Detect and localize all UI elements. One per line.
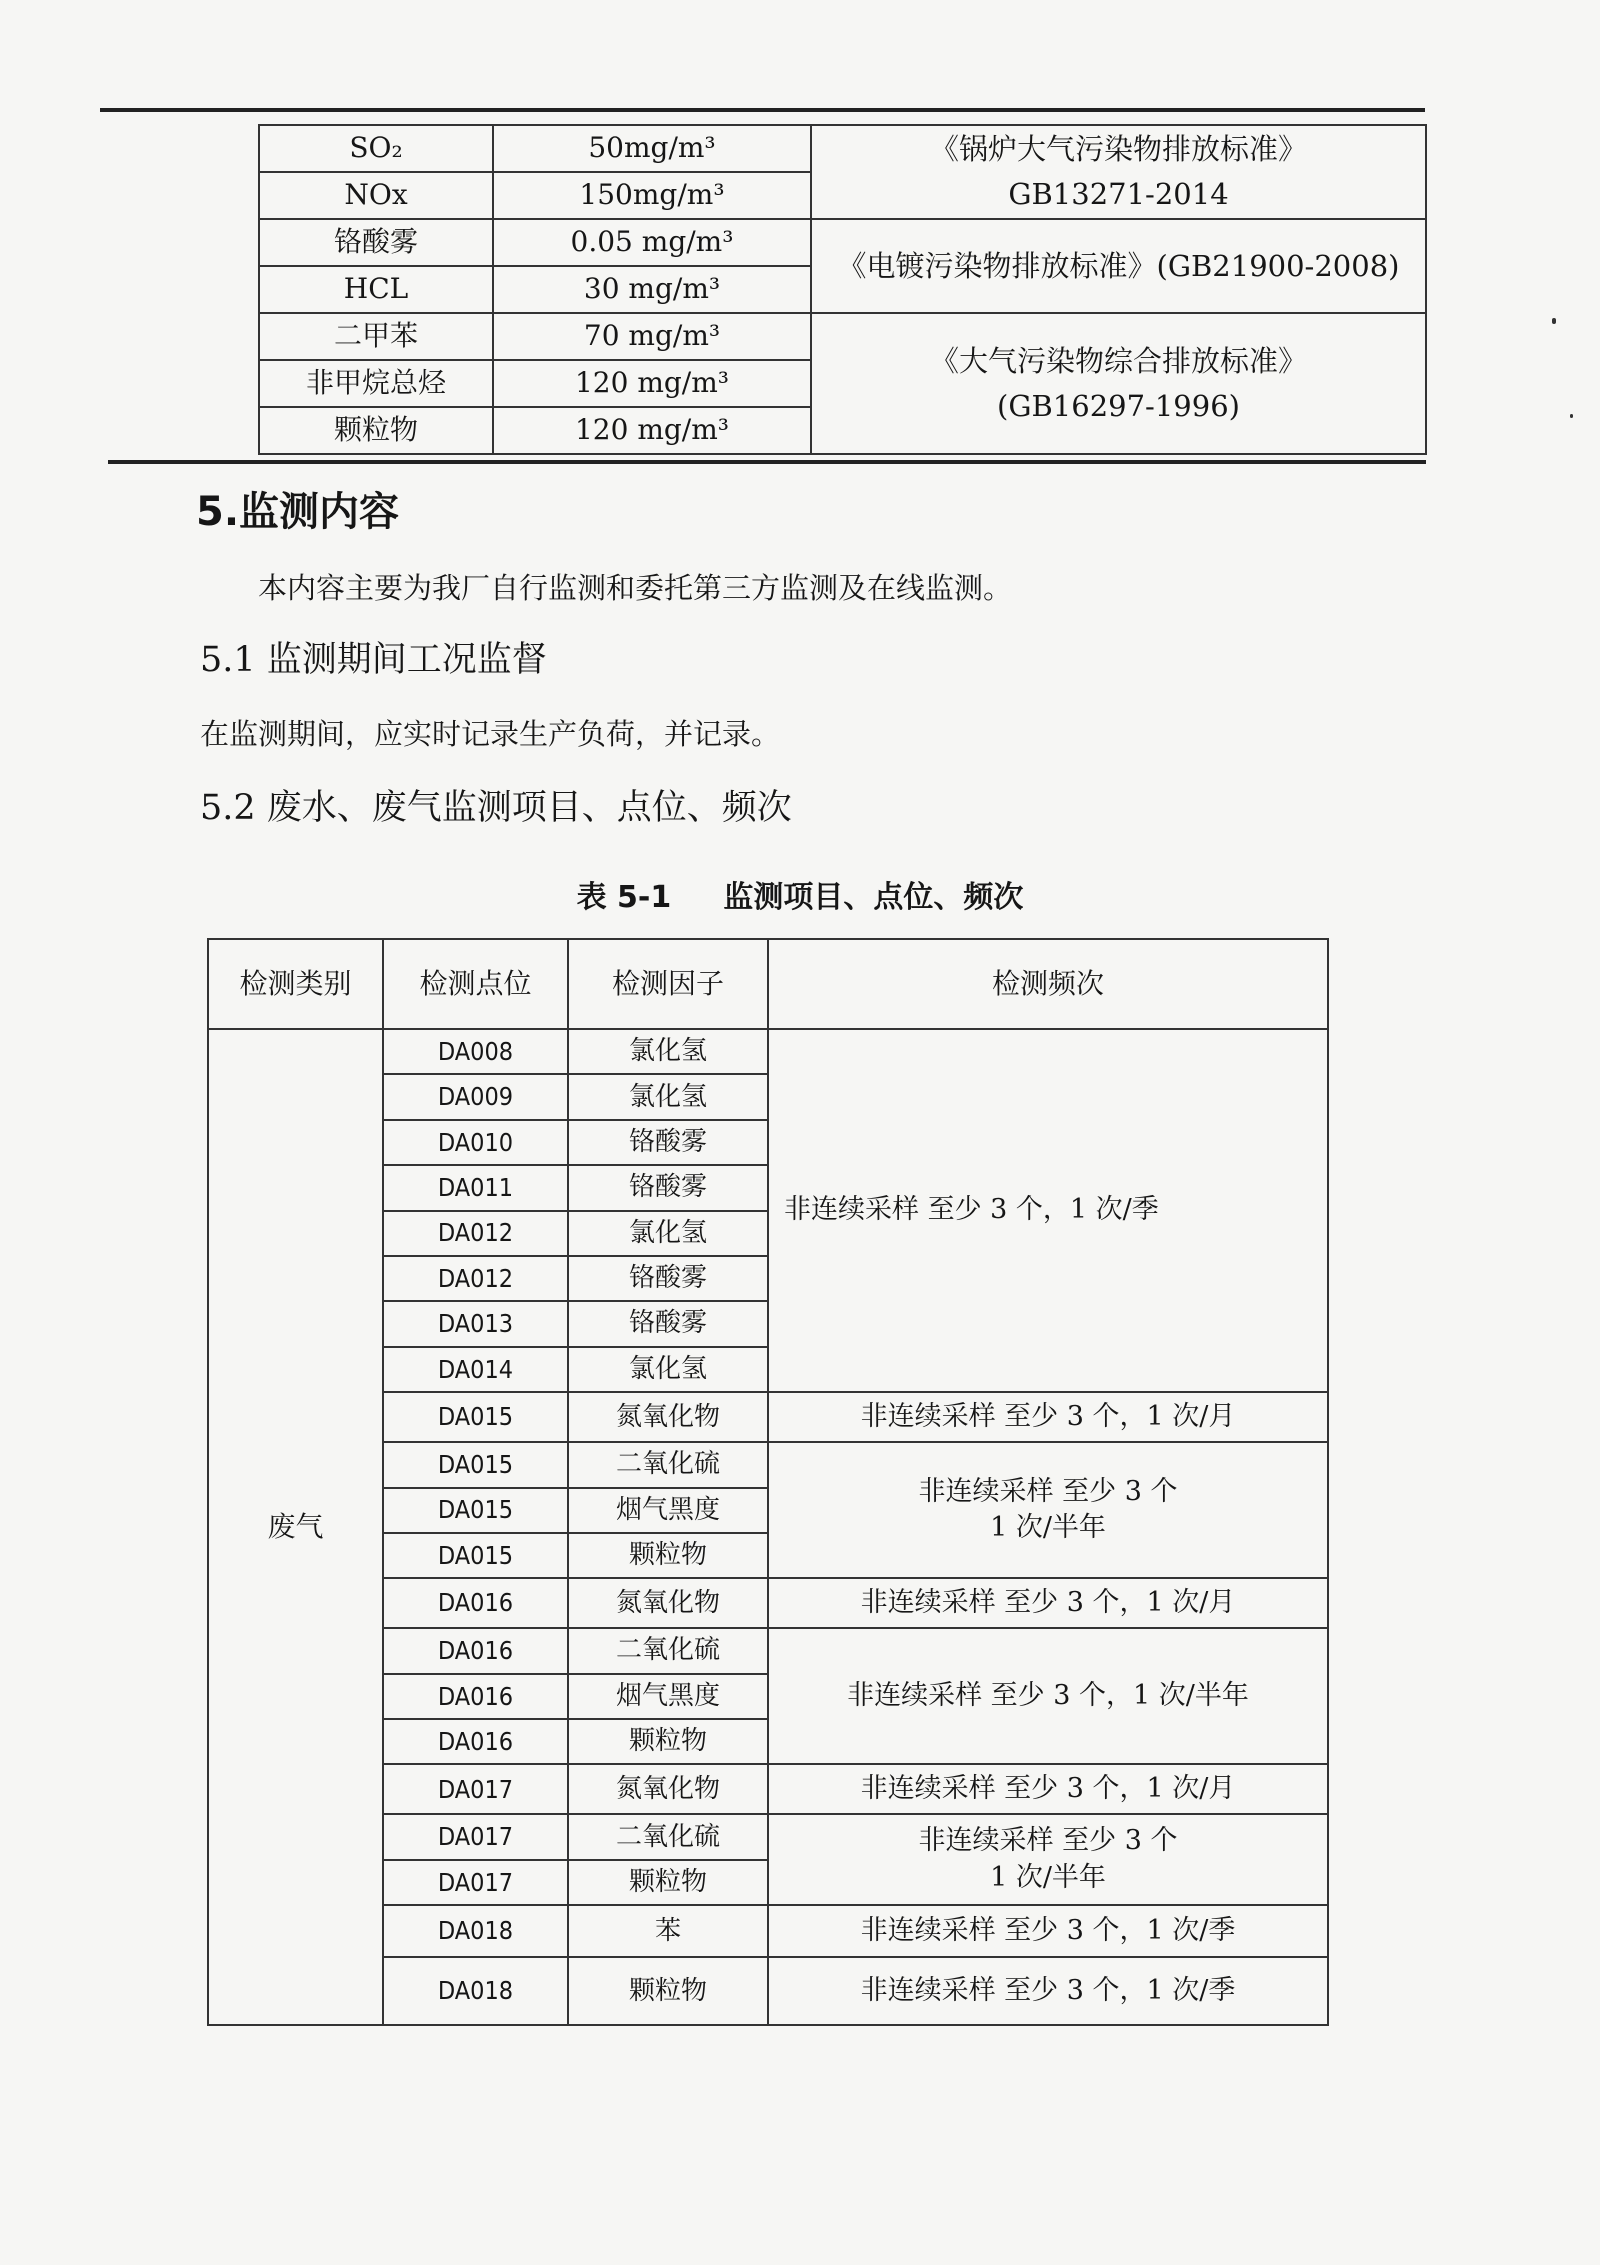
frequency-text: 非连续采样 至少 3 个，1 次/月	[860, 1773, 1236, 1805]
factor-cell: 氮氧化物	[568, 1764, 768, 1814]
factor-cell: 烟气黑度	[568, 1674, 768, 1719]
point-cell: DA012	[383, 1256, 568, 1301]
point-cell: DA015	[383, 1392, 568, 1442]
point-cell: DA017	[383, 1814, 568, 1859]
point-cell: DA018	[383, 1905, 568, 1957]
frequency-cell	[768, 1029, 1328, 1392]
factor-cell: 氮氧化物	[568, 1578, 768, 1628]
table-row	[259, 125, 1426, 172]
factor-cell: 氯化氢	[568, 1211, 768, 1256]
frequency-cell	[768, 1814, 1328, 1905]
frequency-text: 非连续采样 至少 3 个，1 次/月	[860, 1400, 1236, 1432]
point-cell: DA010	[383, 1120, 568, 1165]
point-cell: DA009	[383, 1074, 568, 1119]
norm-cell	[811, 313, 1426, 454]
limit-cell: 30 mg/m³	[493, 266, 811, 313]
factor-cell: 铬酸雾	[568, 1256, 768, 1301]
limit-cell: 120 mg/m³	[493, 407, 811, 454]
frequency-text: 非连续采样 至少 3 个，1 次/半年	[847, 1680, 1249, 1712]
factor-cell: 二氧化硫	[568, 1442, 768, 1487]
header-cell: 检测因子	[568, 939, 768, 1029]
subsection-5-1-text: 在监测期间，应实时记录生产负荷，并记录。	[200, 717, 781, 751]
pollutant-cell: SO₂	[259, 125, 493, 172]
point-cell: DA016	[383, 1674, 568, 1719]
frequency-text: 非连续采样 至少 3 个，1 次/季	[860, 1975, 1236, 2007]
norm-cell	[811, 219, 1426, 313]
point-cell: DA015	[383, 1442, 568, 1487]
factor-cell: 颗粒物	[568, 1533, 768, 1578]
pollutant-cell: NOx	[259, 172, 493, 219]
point-cell: DA017	[383, 1860, 568, 1905]
frequency-cell	[768, 1764, 1328, 1814]
table-row	[259, 219, 1426, 266]
header-cell: 检测频次	[768, 939, 1328, 1029]
factor-cell: 氮氧化物	[568, 1392, 768, 1442]
factor-cell: 铬酸雾	[568, 1120, 768, 1165]
table-header-row	[208, 939, 1328, 1029]
frequency-text: 非连续采样 至少 3 个，1 次/月	[860, 1587, 1236, 1619]
table-bottom-rule	[108, 460, 1426, 464]
frequency-cell	[768, 1578, 1328, 1628]
factor-cell: 二氧化硫	[568, 1814, 768, 1859]
factor-cell: 铬酸雾	[568, 1165, 768, 1210]
monitoring-table	[207, 938, 1329, 2026]
point-cell: DA011	[383, 1165, 568, 1210]
factor-cell: 铬酸雾	[568, 1301, 768, 1346]
subsection-title-5-2: 5.2 废水、废气监测项目、点位、频次	[200, 788, 792, 828]
factor-cell: 氯化氢	[568, 1029, 768, 1074]
factor-cell: 二氧化硫	[568, 1628, 768, 1673]
header-cell: 检测类别	[208, 939, 383, 1029]
point-cell: DA015	[383, 1488, 568, 1533]
frequency-text: 非连续采样 至少 3 个，1 次/季	[860, 1915, 1236, 1947]
table-caption: 表 5-1 监测项目、点位、频次	[576, 880, 1024, 915]
scan-speck	[1552, 318, 1556, 324]
pollutant-cell: 非甲烷总烃	[259, 360, 493, 407]
limit-cell: 50mg/m³	[493, 125, 811, 172]
limit-cell: 70 mg/m³	[493, 313, 811, 360]
norm-line: 《电镀污染物排放标准》(GB21900-2008)	[837, 248, 1400, 283]
norm-line: GB13271-2014	[1008, 177, 1229, 211]
point-cell: DA008	[383, 1029, 568, 1074]
frequency-text: 非连续采样 至少 3 个	[918, 1475, 1178, 1507]
table-row	[259, 313, 1426, 360]
factor-cell: 氯化氢	[568, 1347, 768, 1392]
norm-line: 《锅炉大气污染物排放标准》	[929, 132, 1307, 167]
pollutant-cell: HCL	[259, 266, 493, 313]
factor-cell: 颗粒物	[568, 1860, 768, 1905]
point-cell: DA016	[383, 1578, 568, 1628]
point-cell: DA014	[383, 1347, 568, 1392]
section-title: 5.监测内容	[196, 489, 400, 535]
frequency-cell	[768, 1442, 1328, 1578]
table-row	[208, 1029, 1328, 1074]
header-cell: 检测点位	[383, 939, 568, 1029]
point-cell: DA018	[383, 1957, 568, 2025]
point-cell: DA016	[383, 1628, 568, 1673]
factor-cell: 颗粒物	[568, 1957, 768, 2025]
point-cell: DA012	[383, 1211, 568, 1256]
scan-speck	[1570, 414, 1573, 418]
point-cell: DA017	[383, 1764, 568, 1814]
limit-cell: 0.05 mg/m³	[493, 219, 811, 266]
norm-line: 《大气污染物综合排放标准》	[929, 343, 1307, 378]
subsection-title-5-1: 5.1 监测期间工况监督	[200, 640, 547, 680]
point-cell: DA016	[383, 1719, 568, 1764]
frequency-cell	[768, 1392, 1328, 1442]
norm-line: (GB16297-1996)	[997, 388, 1240, 423]
point-cell: DA015	[383, 1533, 568, 1578]
point-cell: DA013	[383, 1301, 568, 1346]
frequency-text: 非连续采样 至少 3 个	[918, 1825, 1178, 1857]
factor-cell: 氯化氢	[568, 1074, 768, 1119]
emission-standards-table	[258, 124, 1427, 455]
frequency-text: 1 次/半年	[990, 1512, 1106, 1544]
frequency-text: 非连续采样 至少 3 个，1 次/季	[784, 1194, 1159, 1226]
table-top-rule	[100, 108, 1425, 112]
limit-cell: 120 mg/m³	[493, 360, 811, 407]
frequency-cell	[768, 1628, 1328, 1764]
intro-paragraph: 本内容主要为我厂自行监测和委托第三方监测及在线监测。	[258, 571, 1013, 605]
norm-cell	[811, 125, 1426, 219]
pollutant-cell: 铬酸雾	[259, 219, 493, 266]
frequency-cell	[768, 1957, 1328, 2025]
frequency-cell	[768, 1905, 1328, 1957]
factor-cell: 颗粒物	[568, 1719, 768, 1764]
pollutant-cell: 二甲苯	[259, 313, 493, 360]
category-cell: 废气	[208, 1029, 383, 2025]
factor-cell: 苯	[568, 1905, 768, 1957]
factor-cell: 烟气黑度	[568, 1488, 768, 1533]
limit-cell: 150mg/m³	[493, 172, 811, 219]
pollutant-cell: 颗粒物	[259, 407, 493, 454]
frequency-text: 1 次/半年	[990, 1861, 1106, 1893]
